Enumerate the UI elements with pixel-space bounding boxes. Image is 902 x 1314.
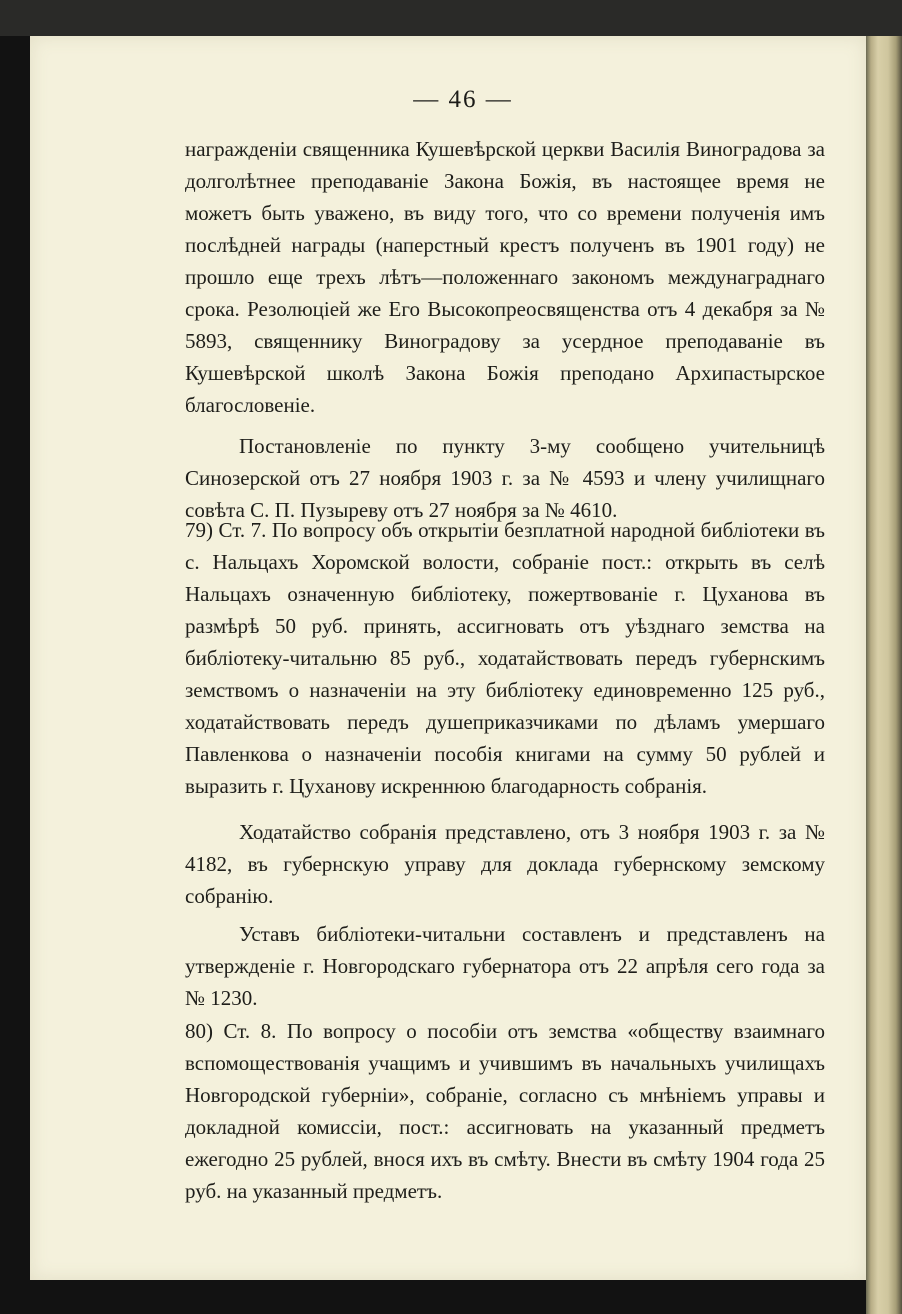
paragraph-6: 80) Ст. 8. По вопросу о пособіи отъ земства «обществу взаимнаго вспомоществованія учащимъ и учившимъ въ начальныхъ училищахъ Новгородской губерніи», собраніе, согласно съ мнѣніемъ управы и докладной комиссіи, пост.: ассигновать на указанный предметъ ежегодно 25 рублей, внося ихъ въ смѣту. Внести въ смѣту 1904 года 25 руб. на указанный предметъ. xyxy=(185,1019,825,1203)
paragraph-4: Ходатайство собранія представлено, отъ 3 ноября 1903 г. за № 4182, въ губернскую управу для доклада губернскому земскому собранію. xyxy=(185,820,825,908)
paragraph-3: 79) Ст. 7. По вопросу объ открытіи безплатной народной библіотеки въ с. Нальцахъ Хоромской волости, собраніе пост.: открыть въ селѣ Нальцахъ означенную библіотеку, пожертвованіе г. Цуханова въ размѣрѣ 50 руб. принять, ассигновать отъ уѣзднаго земства на библіотеку-читальню 85 руб., ходатайствовать передъ губернскимъ земствомъ о назначеніи на эту библіотеку единовременно 125 руб., ходатайствовать передъ душеприказчиками по дѣламъ умершаго Павленкова о назначеніи пособія книгами на сумму 50 рублей и выразить г. Цуханову искреннюю благодарность собранія. xyxy=(185,518,825,798)
paragraph-2: Постановленіе по пункту 3-му сообщено учительницѣ Синозерской отъ 27 ноября 1903 г. за № 4593 и члену училищнаго совѣта С. П. Пузыреву отъ 27 ноября за № 4610. xyxy=(185,434,825,522)
book-edge-strip xyxy=(866,36,902,1314)
scan-top-band xyxy=(0,0,902,36)
document-page xyxy=(30,36,866,1280)
page-number: — 46 — xyxy=(413,86,513,113)
paragraph-5: Уставъ библіотеки-читальни составленъ и представленъ на утвержденіе г. Новгородскаго губернатора отъ 22 апрѣля сего года за № 1230. xyxy=(185,922,825,1010)
paragraph-1: награжденіи священника Кушевѣрской церкви Василія Виноградова за долголѣтнее преподаваніе Закона Божія, въ настоящее время не можетъ быть уважено, въ виду того, что со времени полученія имъ послѣдней награды (наперстный крестъ полученъ въ 1901 году) не прошло еще трехъ лѣтъ—положеннаго закономъ междунаграднаго срока. Резолюціей же Его Высокопреосвященства отъ 4 декабря за № 5893, священнику Виноградову за усердное преподаваніе въ Кушевѣрской школѣ Закона Божія преподано Архипастырское благословеніе. xyxy=(185,137,825,417)
